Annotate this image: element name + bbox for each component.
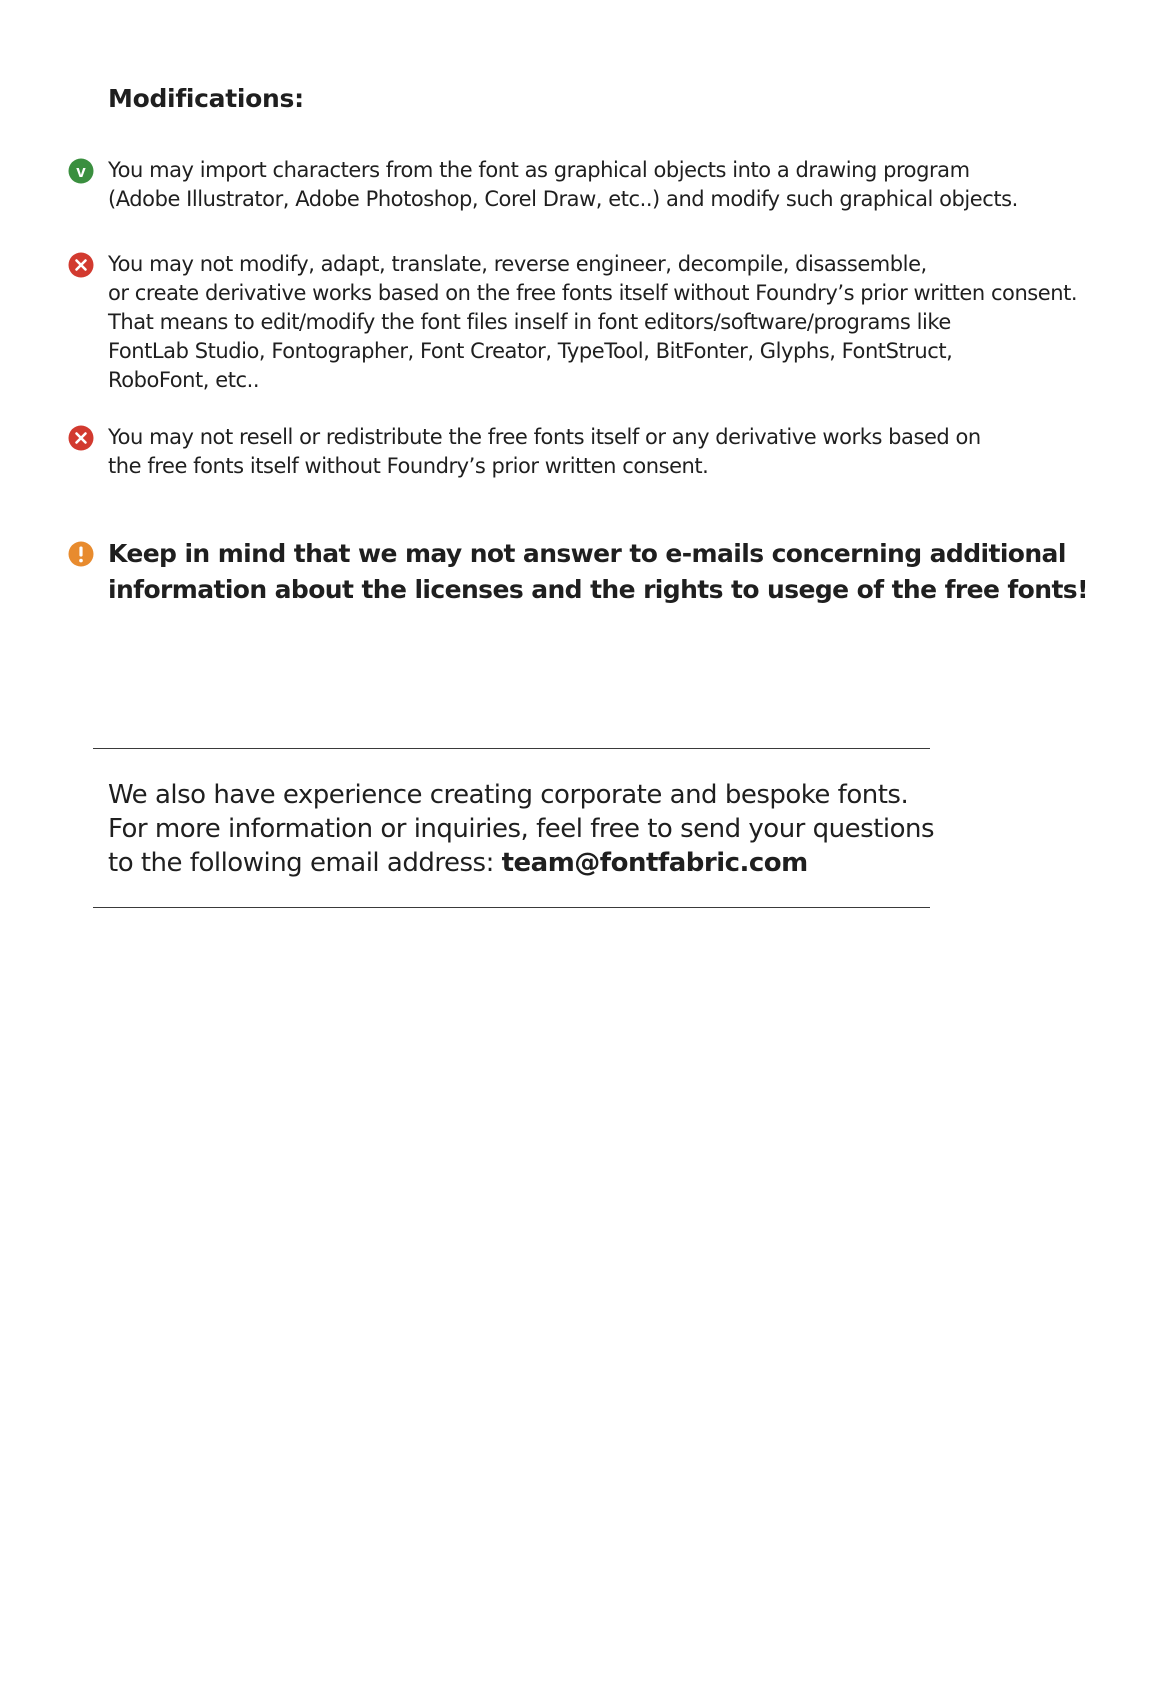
divider: [93, 907, 930, 908]
divider: [93, 748, 930, 749]
rule-text: You may not resell or redistribute the free fonts itself or any derivative works based on the free fonts itself without Foundry’s prior written consent.: [108, 425, 981, 478]
email-link[interactable]: team@fontfabric.com: [501, 848, 808, 878]
contact-line: [108, 846, 948, 880]
contact-line: For more information or inquiries, feel free to send your questions: [108, 814, 934, 844]
contact-line: We also have experience creating corporate and bespoke fonts.: [108, 780, 909, 810]
cross-circle-icon: [68, 425, 94, 451]
exclamation-circle-icon: [68, 541, 94, 567]
cross-circle-icon: [68, 252, 94, 278]
rule-text: You may import characters from the font as graphical objects into a drawing program (Adobe Illustrator, Adobe Photoshop, Corel Draw, etc..) and modify such graphical objects.: [108, 158, 1018, 211]
contact-prefix: to the following email address:: [108, 848, 502, 878]
section-heading: Modifications:: [108, 84, 304, 113]
notice-text: Keep in mind that we may not answer to e-mails concerning additional information about the licenses and the rights to usege of the free fonts!: [108, 539, 1088, 604]
rule-text: You may not modify, adapt, translate, reverse engineer, decompile, disassemble, or create derivative works based on the free fonts itself without Foundry’s prior written consent. That means to edit/modify the font files inself in font editors/software/programs like FontLab Studio, Fontographer, Font Creator, TypeTool, BitFonter, Glyphs, FontStruct, RoboFont, etc..: [108, 252, 1078, 392]
check-circle-icon: [68, 158, 94, 184]
svg-text:v: v: [76, 162, 86, 181]
contact-paragraph: [108, 778, 948, 880]
